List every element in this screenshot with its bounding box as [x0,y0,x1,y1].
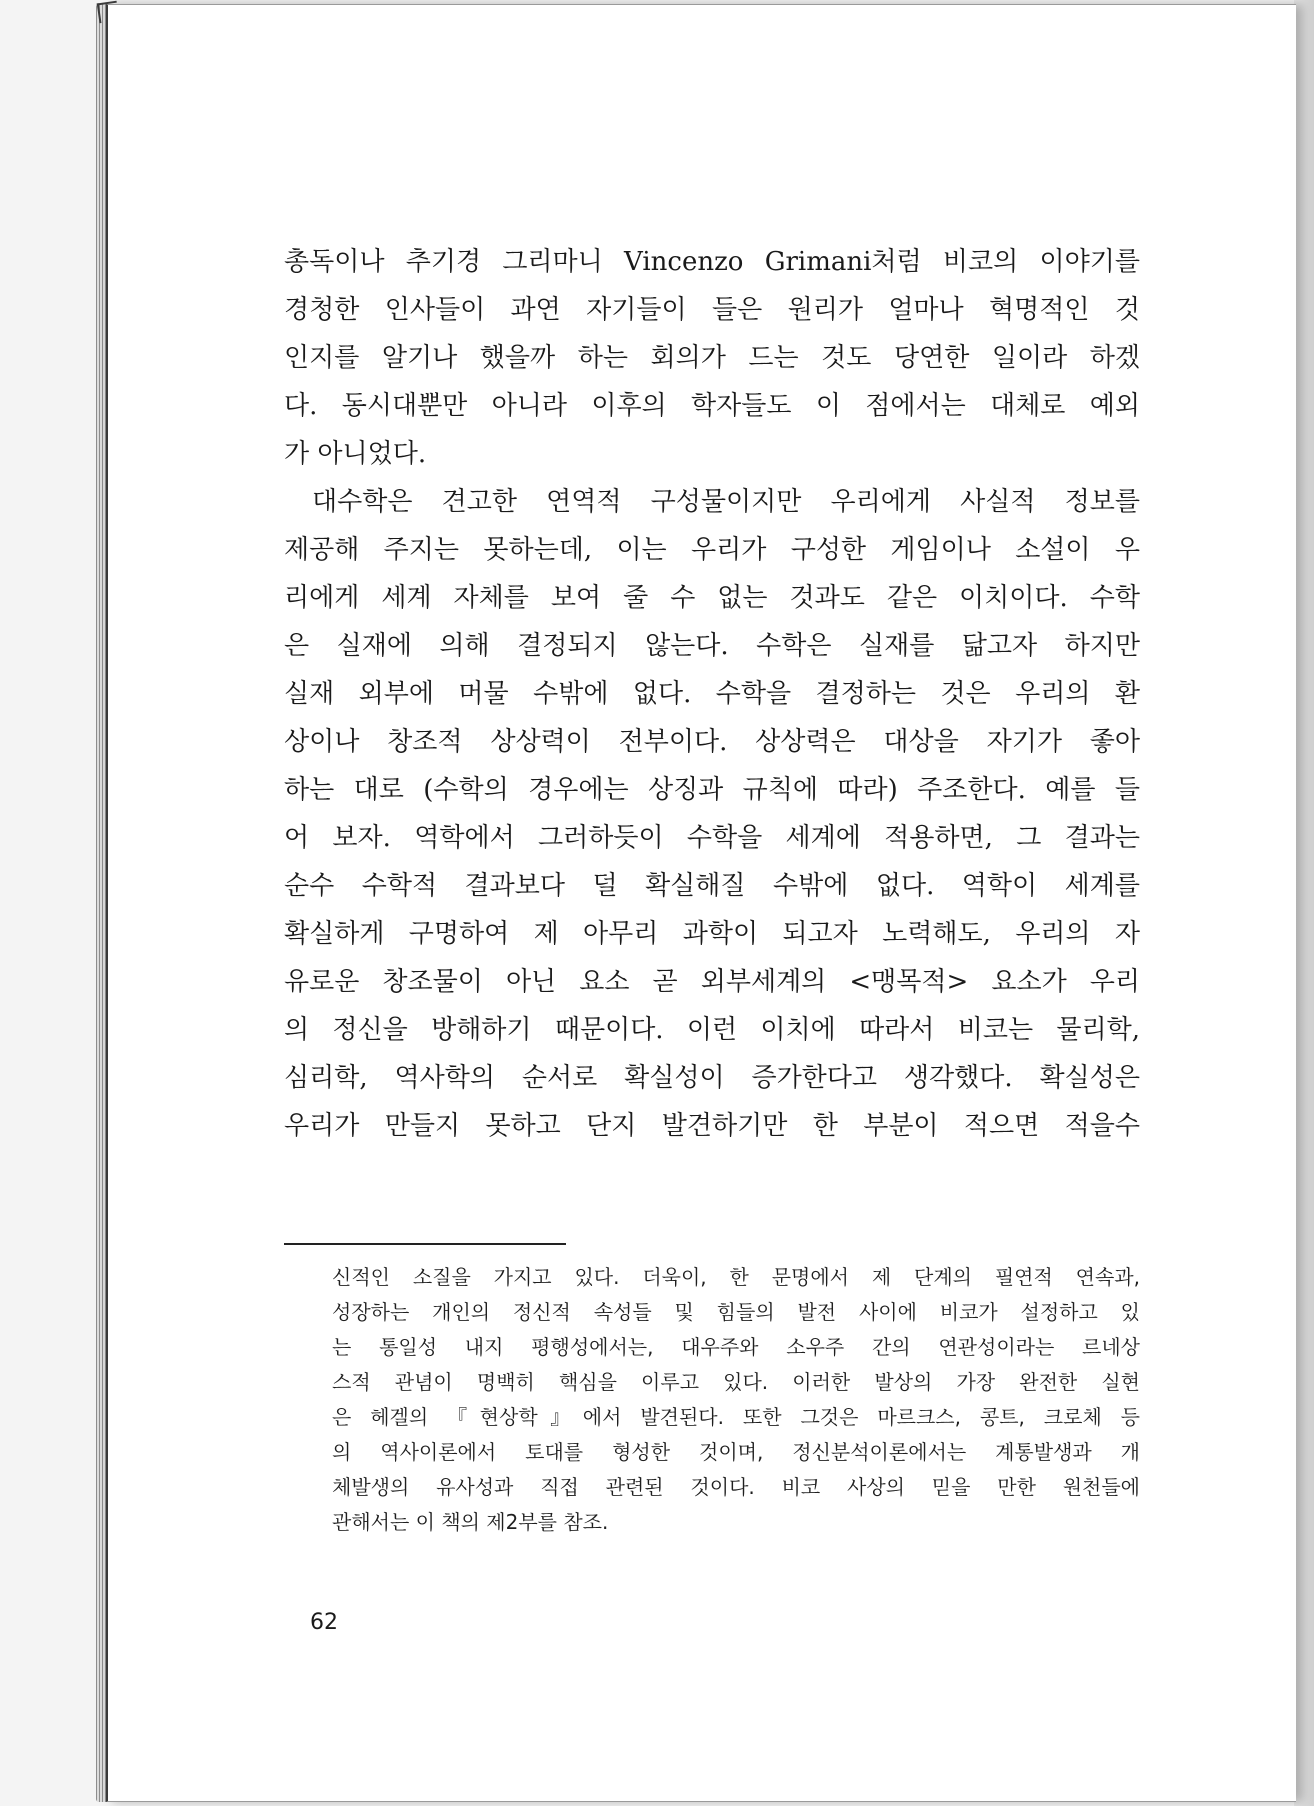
right-edge-shadow [1294,0,1314,1806]
footnote-line: 성장하는 개인의 정신적 속성들 및 힘들의 발전 사이에 비코가 설정하고 있 [332,1300,1140,1324]
page-number: 62 [310,1610,338,1635]
body-line: 어 보자. 역학에서 그러하듯이 수학을 세계에 적용하면, 그 결과는 [284,823,1140,853]
body-line: 리에게 세계 자체를 보여 줄 수 없는 것과도 같은 이치이다. 수학 [284,583,1140,613]
footnote-line: 는 통일성 내지 평행성에서는, 대우주와 소우주 간의 연관성이라는 르네상 [332,1335,1140,1359]
footnote-line: 은 헤겔의 『현상학』에서 발견된다. 또한 그것은 마르크스, 콩트, 크로체 등 [332,1405,1140,1429]
body-line: 가 아니었다. [284,439,427,469]
body-line: 확실하게 구명하여 제 아무리 과학이 되고자 노력해도, 우리의 자 [284,919,1140,949]
footnote-line: 의 역사이론에서 토대를 형성한 것이며, 정신분석이론에서는 계통발생과 개 [332,1440,1140,1464]
body-line: 경청한 인사들이 과연 자기들이 들은 원리가 얼마나 혁명적인 것 [284,295,1140,325]
body-line: 심리학, 역사학의 순서로 확실성이 증가한다고 생각했다. 확실성은 [284,1063,1140,1093]
body-line-indent: 대수학은 견고한 연역적 구성물이지만 우리에게 사실적 정보를 [312,487,1140,517]
body-line: 인지를 알기나 했을까 하는 회의가 드는 것도 당연한 일이라 하겠 [284,343,1140,373]
body-line: 제공해 주지는 못하는데, 이는 우리가 구성한 게임이나 소설이 우 [284,535,1140,565]
footnote-line: 체발생의 유사성과 직접 관련된 것이다. 비코 사상의 믿을 만한 원천들에 [332,1475,1140,1499]
footnote-line: 관해서는 이 책의 제2부를 참조. [332,1510,609,1534]
body-text [284,238,1140,1150]
footnote-line: 스적 관념이 명백히 핵심을 이루고 있다. 이러한 발상의 가장 완전한 실현 [332,1370,1140,1394]
footnote [332,1260,1140,1540]
body-line: 상이나 창조적 상상력이 전부이다. 상상력은 대상을 자기가 좋아 [284,727,1140,757]
footnote-line: 신적인 소질을 가지고 있다. 더욱이, 한 문명에서 제 단계의 필연적 연속과, [332,1265,1140,1289]
page-corner-curl [97,1,120,24]
body-line: 의 정신을 방해하기 때문이다. 이런 이치에 따라서 비코는 물리학, [284,1015,1140,1045]
body-line: 총독이나 추기경 그리마니 Vincenzo Grimani처럼 비코의 이야기를 [284,247,1140,277]
body-line: 다. 동시대뿐만 아니라 이후의 학자들도 이 점에서는 대체로 예외 [284,391,1140,421]
body-line: 실재 외부에 머물 수밖에 없다. 수학을 결정하는 것은 우리의 환 [284,679,1140,709]
footnote-divider [284,1243,566,1245]
body-line: 은 실재에 의해 결정되지 않는다. 수학은 실재를 닮고자 하지만 [284,631,1140,661]
body-line: 하는 대로 (수학의 경우에는 상징과 규칙에 따라) 주조한다. 예를 들 [284,775,1140,805]
body-line: 우리가 만들지 못하고 단지 발견하기만 한 부분이 적으면 적을수 [284,1111,1140,1141]
body-line: 순수 수학적 결과보다 덜 확실해질 수밖에 없다. 역학이 세계를 [284,871,1140,901]
body-line: 유로운 창조물이 아닌 요소 곧 외부세계의 <맹목적> 요소가 우리 [284,967,1140,997]
